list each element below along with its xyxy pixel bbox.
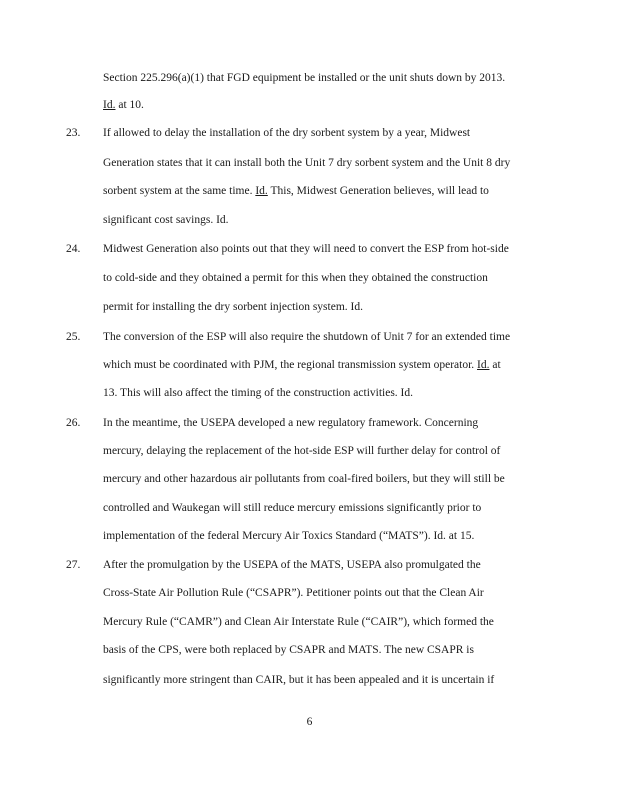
text-line: After the promulgation by the USEPA of the MATS, USEPA also promulgated the	[103, 559, 481, 571]
text-line: Mercury Rule (“CAMR”) and Clean Air Interstate Rule (“CAIR”), which formed the	[103, 616, 494, 628]
text-line: Section 225.296(a)(1) that FGD equipment be installed or the unit shuts down by 2013.	[103, 72, 506, 84]
paragraph-number: 25.	[66, 331, 81, 343]
text-line: implementation of the federal Mercury Air Toxics Standard (“MATS”). Id. at 15.	[103, 530, 475, 542]
text-line: mercury, delaying the replacement of the hot-side ESP will further delay for control of	[103, 445, 501, 457]
text-line: Cross-State Air Pollution Rule (“CSAPR”). Petitioner points out that the Clean Air	[103, 587, 484, 599]
page-number: 6	[306, 716, 313, 728]
text-line: which must be coordinated with PJM, the regional transmission system operator. Id. at	[103, 359, 501, 371]
text-line: significant cost savings. Id.	[103, 214, 229, 226]
text-line: The conversion of the ESP will also require the shutdown of Unit 7 for an extended time	[103, 331, 511, 343]
text-line: sorbent system at the same time. Id. This, Midwest Generation believes, will lead to	[103, 185, 489, 197]
text-line: 13. This will also affect the timing of the construction activities. Id.	[103, 387, 414, 399]
paragraph-number: 27.	[66, 559, 81, 571]
text-line: mercury and other hazardous air pollutants from coal-fired boilers, but they will still be	[103, 473, 505, 485]
text-line: In the meantime, the USEPA developed a new regulatory framework. Concerning	[103, 417, 479, 429]
text-line: significantly more stringent than CAIR, but it has been appealed and it is uncertain if	[103, 674, 495, 686]
paragraph-number: 24.	[66, 243, 81, 255]
text-line: If allowed to delay the installation of the dry sorbent system by a year, Midwest	[103, 127, 471, 139]
text-line: basis of the CPS, were both replaced by CSAPR and MATS. The new CSAPR is	[103, 644, 474, 656]
citation-link-text: Id.	[255, 185, 268, 197]
text-line: Id. at 10.	[103, 99, 144, 111]
text-line: Generation states that it can install both the Unit 7 dry sorbent system and the Unit 8 dry	[103, 157, 511, 169]
text-line: permit for installing the dry sorbent injection system. Id.	[103, 301, 363, 313]
text-line: Midwest Generation also points out that they will need to convert the ESP from hot-side	[103, 243, 509, 255]
citation-link-text: Id.	[477, 359, 490, 371]
paragraph-number: 23.	[66, 127, 81, 139]
paragraph-number: 26.	[66, 417, 81, 429]
text-line: to cold-side and they obtained a permit for this when they obtained the construction	[103, 272, 488, 284]
citation-link-text: Id.	[103, 99, 116, 111]
text-line: controlled and Waukegan will still reduce mercury emissions significantly prior to	[103, 502, 482, 514]
